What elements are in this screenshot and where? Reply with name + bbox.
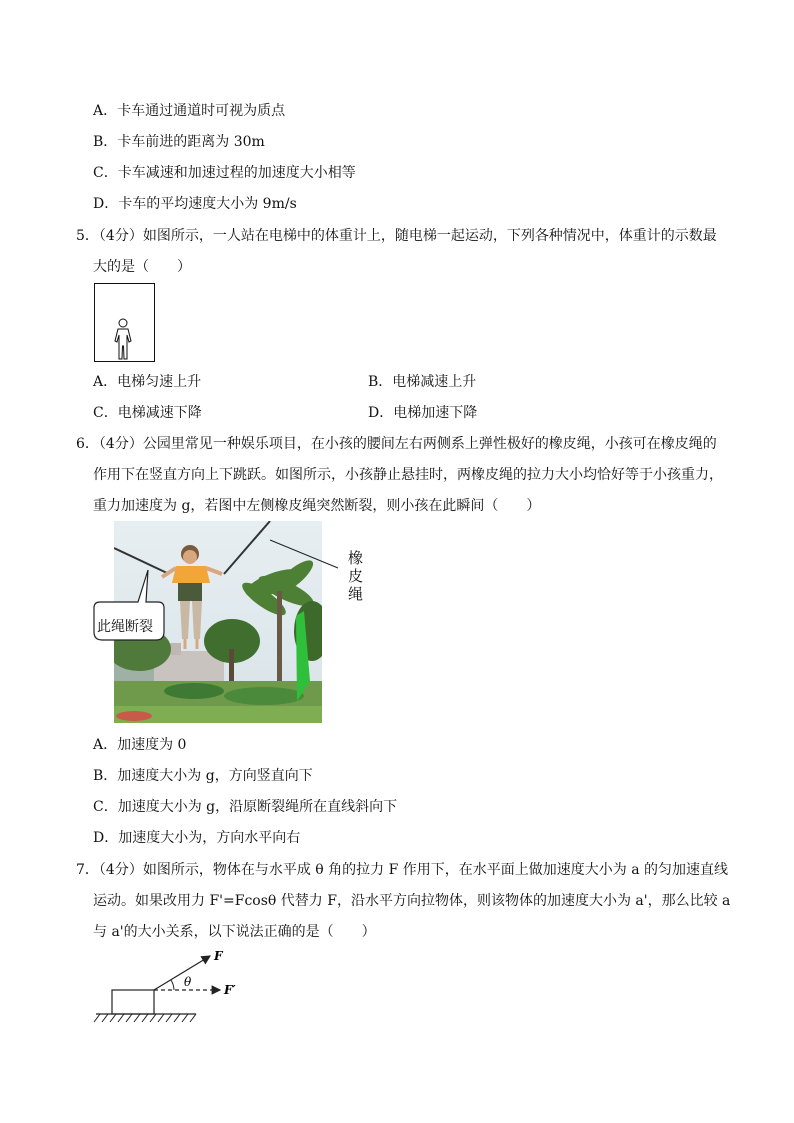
person-outline-icon <box>115 319 131 359</box>
q4-option-b: B．卡车前进的距离为 30m <box>93 134 265 150</box>
rope-pointer <box>260 538 350 578</box>
q7-stem-line1: 7．（4分）如图所示，物体在与水平成 θ 角的拉力 F 作用下，在水平面上做加速度大小为 a 的匀加速直线 <box>76 862 729 878</box>
q5-stem-line1: 5．（4分）如图所示，一人站在电梯中的体重计上，随电梯一起运动，下列各种情况中，体重计的示数最 <box>76 228 717 244</box>
block <box>112 990 154 1014</box>
q4-option-c: C．卡车减速和加速过程的加速度大小相等 <box>93 165 356 181</box>
rope-label-2: 皮 <box>348 567 364 585</box>
angle-label: θ <box>184 975 192 989</box>
q7-stem-line3: 与 a'的大小关系，以下说法正确的是（ ） <box>93 924 376 940</box>
elevator-figure <box>94 283 156 363</box>
q4-option-a: A．卡车通过通道时可视为质点 <box>93 103 286 119</box>
q6-stem-line2: 作用下在竖直方向上下跳跃。如图所示，小孩静止悬挂时，两橡皮绳的拉力大小均恰好等于小孩重力， <box>93 467 723 483</box>
q6-option-d: D．加速度大小为，方向水平向右 <box>93 830 301 846</box>
q5-option-a: A．电梯匀速上升 <box>93 374 202 390</box>
q5-option-c: C．电梯减速下降 <box>93 405 202 421</box>
force-f-prime-label: F′ <box>224 983 236 997</box>
force-diagram <box>92 946 252 1030</box>
q4-option-d: D．卡车的平均速度大小为 9m/s <box>93 196 297 212</box>
q6-option-a: A．加速度为 0 <box>93 737 187 753</box>
q6-stem-line3: 重力加速度为 g，若图中左侧橡皮绳突然断裂，则小孩在此瞬间（ ） <box>93 498 541 514</box>
force-f-label: F <box>214 949 223 963</box>
q6-option-c: C．加速度大小为 g，沿原断裂绳所在直线斜向下 <box>93 799 398 815</box>
force-f-arrow <box>154 956 210 990</box>
q7-stem-line2: 运动。如果改用力 F'=Fcosθ 代替力 F，沿水平方向拉物体，则该物体的加速度大小为 a'，那么比较 a <box>93 893 731 909</box>
ground-hatch <box>94 1014 196 1022</box>
break-label: 此绳断裂 <box>97 619 153 635</box>
q5-option-d: D．电梯加速下降 <box>368 405 478 421</box>
q6-stem-line1: 6．（4分）公园里常见一种娱乐项目，在小孩的腰间左右两侧系上弹性极好的橡皮绳，小孩可在橡皮绳的 <box>76 436 717 452</box>
q6-option-b: B．加速度大小为 g，方向竖直向下 <box>93 768 313 784</box>
rope-label-1: 橡 <box>348 549 364 567</box>
rope-label-3: 绳 <box>348 585 364 603</box>
q5-option-b: B．电梯减速上升 <box>368 374 477 390</box>
q5-stem-line2: 大的是（ ） <box>93 259 191 275</box>
elevator-box <box>95 284 155 362</box>
